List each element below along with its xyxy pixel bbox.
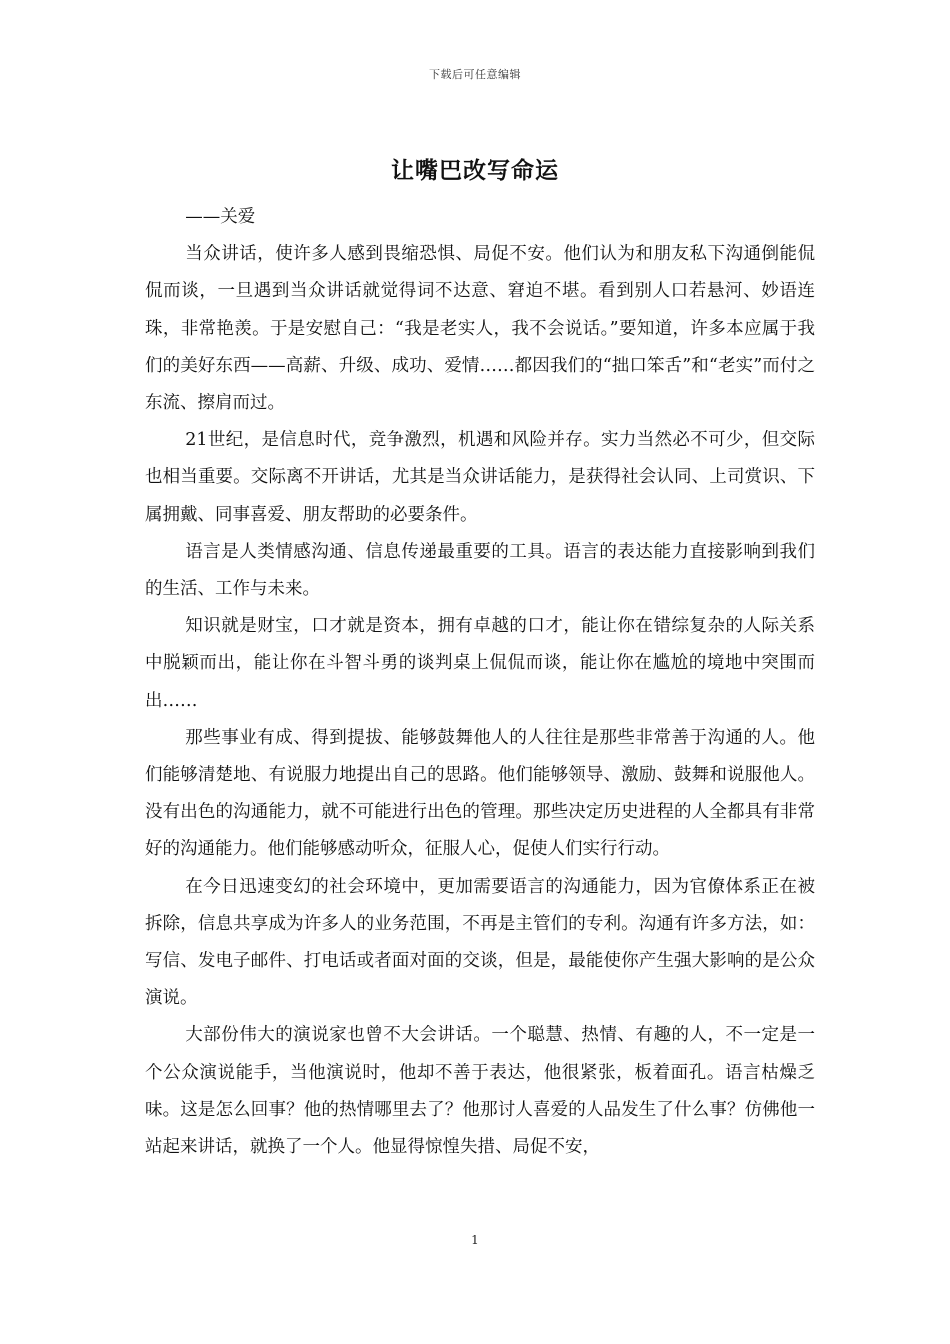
paragraph: 那些事业有成、得到提拔、能够鼓舞他人的人往往是那些非常善于沟通的人。他们能够清楚地、有说服力地提出自己的思路。他们能够领导、激励、鼓舞和说服他人。没有出色的沟通能力，就不可能进行出色的管理。那些决定历史进程的人全都具有非常好的沟通能力。他们能够感动听众，征服人心，促使人们实行行动。 [145,727,815,860]
page-number: 1 [471,1233,479,1247]
paragraph: 在今日迅速变幻的社会环境中，更加需要语言的沟通能力，因为官僚体系正在被拆除，信息共享成为许多人的业务范围，不再是主管们的专利。沟通有许多方法，如：写信、发电子邮件、打电话或者面对面的交谈，但是，最能使你产生强大影响的是公众演说。 [145,876,815,1009]
paragraph: 知识就是财宝，口才就是资本，拥有卓越的口才，能让你在错综复杂的人际关系中脱颖而出，能让你在斗智斗勇的谈判桌上侃侃而谈，能让你在尴尬的境地中突围而出…… [145,616,815,711]
paragraph: 21世纪，是信息时代，竞争激烈，机遇和风险并存。实力当然必不可少，但交际也相当重要。交际离不开讲话，尤其是当众讲话能力，是获得社会认同、上司赏识、下属拥戴、同事喜爱、朋友帮助的必要条件。 [145,430,815,525]
paragraph: 大部份伟大的演说家也曾不大会讲话。一个聪慧、热情、有趣的人，不一定是一个公众演说能手，当他演说时，他却不善于表达，他很紧张，板着面孔。语言枯燥乏味。这是怎么回事？他的热情哪里去了？他那讨人喜爱的人品发生了什么事？仿佛他一站起来讲话，就换了一个人。他显得惊惶失措、局促不安， [145,1025,815,1158]
page-header: 下载后可任意编辑 [429,68,521,81]
paragraph: 语言是人类情感沟通、信息传递最重要的工具。语言的表达能力直接影响到我们的生活、工作与未来。 [145,541,815,600]
author-line: ——关爱 [185,207,256,227]
paragraph: 当众讲话，使许多人感到畏缩恐惧、局促不安。他们认为和朋友私下沟通倒能侃侃而谈，一旦遇到当众讲话就觉得词不达意、窘迫不堪。看到别人口若悬河、妙语连珠，非常艳羡。于是安慰自己：“我是老实人，我不会说话。”要知道，许多本应属于我们的美好东西——高薪、升级、成功、爱情……都因我们的“拙口笨舌”和“老实”而付之东流、擦肩而过。 [145,244,815,414]
document-title: 让嘴巴改写命运 [391,157,559,184]
document-body [145,199,815,1166]
